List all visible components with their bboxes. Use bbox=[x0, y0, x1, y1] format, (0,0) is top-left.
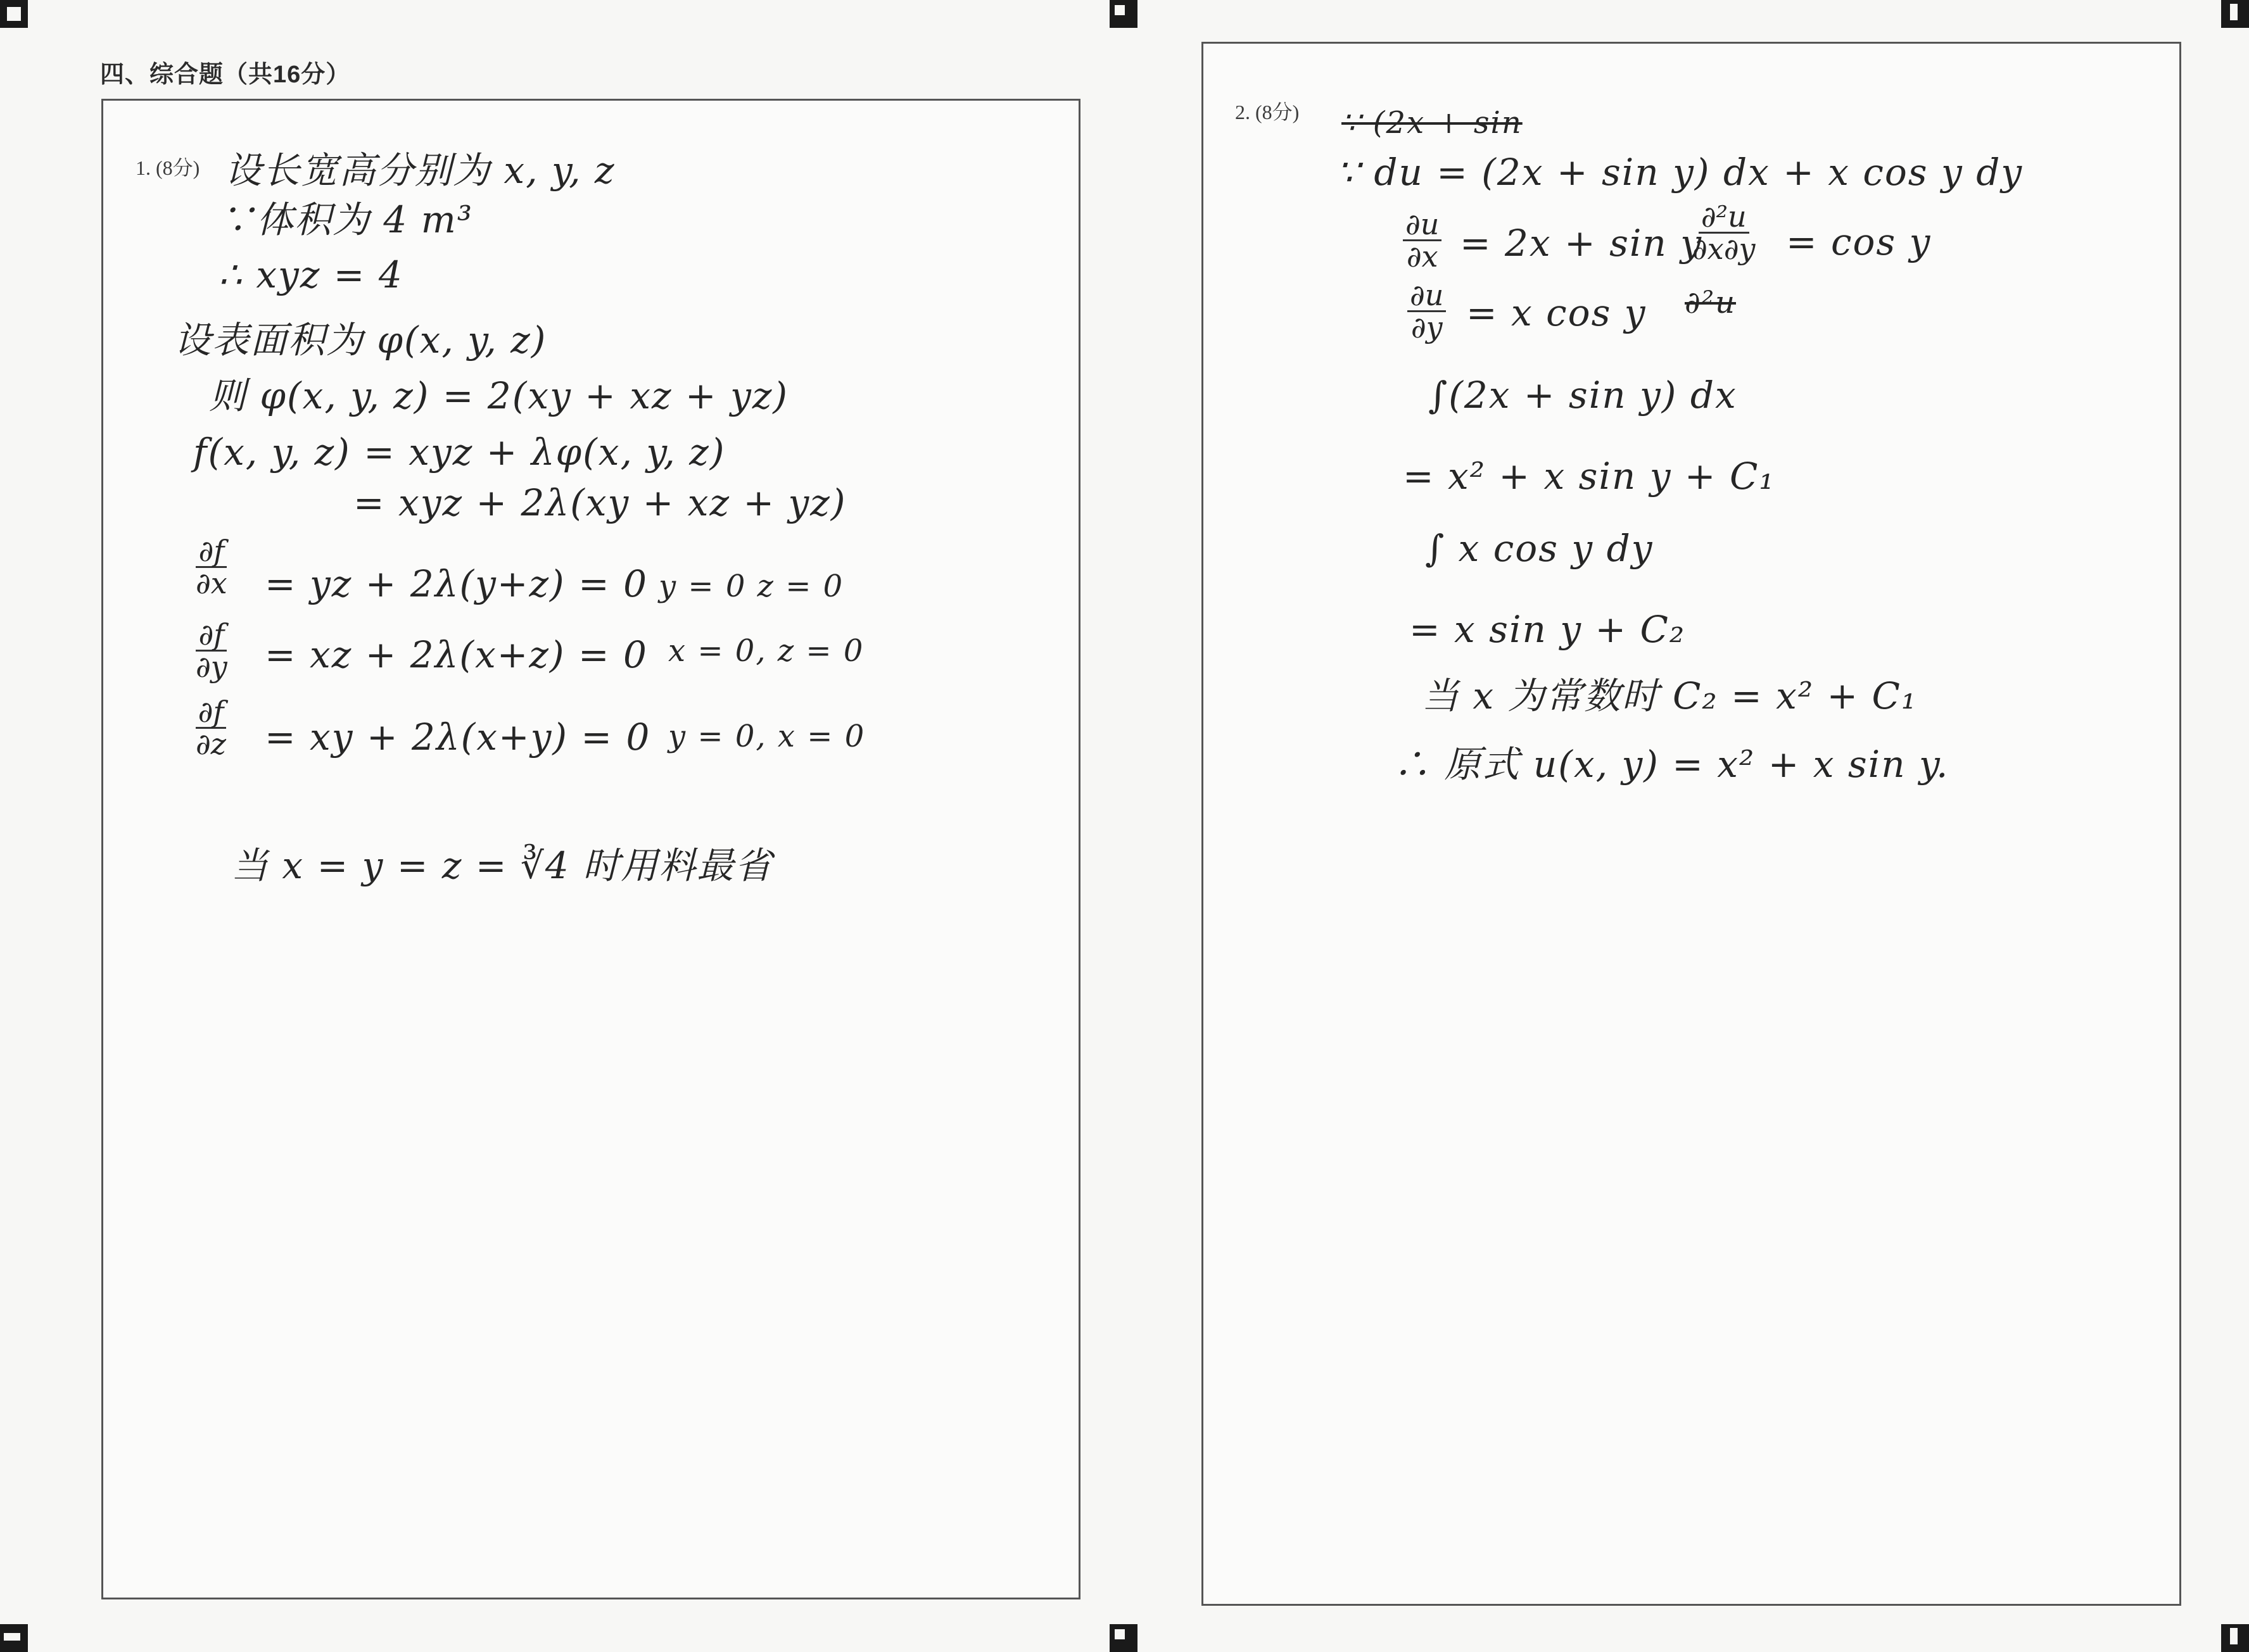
q2-line-9: 当 x 为常数时 C₂ = x² + C₁ bbox=[1422, 674, 1918, 717]
partial-u-y-denominator: ∂y bbox=[1410, 310, 1443, 345]
q2-line-10: ∴ 原式 u(x, y) = x² + x sin y. bbox=[1393, 743, 1949, 786]
q1-line-9: y = 0 z = 0 bbox=[659, 569, 844, 604]
partial-u-y-numerator: ∂u bbox=[1407, 280, 1446, 312]
q1-line-12: = xy + 2λ(x+y) = 0 bbox=[265, 716, 651, 759]
q2-line-3: = cos y bbox=[1786, 220, 1932, 263]
partial-u-x bbox=[1403, 209, 1441, 272]
section-title: 四、综合题（共16分） bbox=[100, 61, 351, 88]
q1-conclusion: 当 x = y = z = ∛4 时用料最省 bbox=[231, 844, 773, 887]
registration-marker-bottom-left bbox=[0, 1624, 28, 1652]
registration-marker-top-right bbox=[2221, 0, 2249, 28]
q1-line-5: 则 φ(x, y, z) = 2(xy + xz + yz) bbox=[209, 374, 789, 417]
q1-line-8: = yz + 2λ(y+z) = 0 bbox=[265, 562, 649, 605]
q2-line-1: ∵ du = (2x + sin y) dx + x cos y dy bbox=[1336, 151, 2024, 194]
q2-line-8: = x sin y + C₂ bbox=[1409, 608, 1686, 651]
q1-line-13: y = 0, x = 0 bbox=[668, 719, 866, 754]
partial-f-z-numerator: ∂f bbox=[196, 697, 227, 729]
partial-u-x-numerator: ∂u bbox=[1403, 209, 1441, 241]
q1-line-4: 设表面积为 φ(x, y, z) bbox=[174, 318, 547, 362]
partial-f-z bbox=[193, 697, 229, 760]
q1-line-2: ∵体积为 4 m³ bbox=[219, 198, 474, 241]
q1-line-10: = xz + 2λ(x+z) = 0 bbox=[265, 633, 648, 676]
q2-line-7: ∫ x cos y dy bbox=[1425, 527, 1654, 570]
q2-line-5: ∫(2x + sin y) dx bbox=[1428, 374, 1737, 417]
partial-f-x bbox=[193, 536, 230, 599]
q1-line-7: = xyz + 2λ(xy + xz + yz) bbox=[353, 481, 847, 524]
registration-marker-top-center bbox=[1110, 0, 1137, 28]
partial-u-xy-denominator: ∂x∂y bbox=[1692, 232, 1756, 267]
partial-u-x-denominator: ∂x bbox=[1406, 239, 1438, 274]
partial-u-y bbox=[1407, 280, 1446, 343]
q2-line-2: = 2x + sin y bbox=[1460, 222, 1702, 265]
question-2-label: 2. (8分) bbox=[1235, 101, 1300, 123]
answer-box-q2 bbox=[1201, 42, 2181, 1606]
q2-line-6: = x² + x sin y + C₁ bbox=[1403, 455, 1775, 498]
partial-u-xy-numerator: ∂²u bbox=[1699, 201, 1749, 234]
question-1-label: 1. (8分) bbox=[136, 156, 200, 179]
partial-u-xy bbox=[1690, 201, 1758, 265]
q2-crossed-fraction: ∂²u bbox=[1685, 285, 1736, 320]
registration-marker-top-left bbox=[0, 0, 28, 28]
partial-f-x-numerator: ∂f bbox=[196, 536, 227, 568]
partial-f-y bbox=[193, 619, 230, 683]
q1-line-6: f(x, y, z) = xyz + λφ(x, y, z) bbox=[193, 431, 726, 474]
q2-line-4: = x cos y bbox=[1466, 291, 1647, 334]
q2-crossed-line: ∵ (2x + sin bbox=[1341, 105, 1523, 141]
registration-marker-bottom-right bbox=[2221, 1624, 2249, 1652]
registration-marker-bottom-center bbox=[1110, 1624, 1137, 1652]
partial-f-x-denominator: ∂x bbox=[196, 566, 227, 601]
partial-f-y-numerator: ∂f bbox=[196, 619, 227, 652]
partial-f-y-denominator: ∂y bbox=[196, 650, 227, 684]
q1-line-11: x = 0, z = 0 bbox=[668, 633, 865, 669]
q1-line-3: ∴ xyz = 4 bbox=[219, 253, 403, 296]
q1-line-1: 设长宽高分别为 x, y, z bbox=[225, 149, 616, 192]
partial-f-z-denominator: ∂z bbox=[196, 727, 227, 762]
